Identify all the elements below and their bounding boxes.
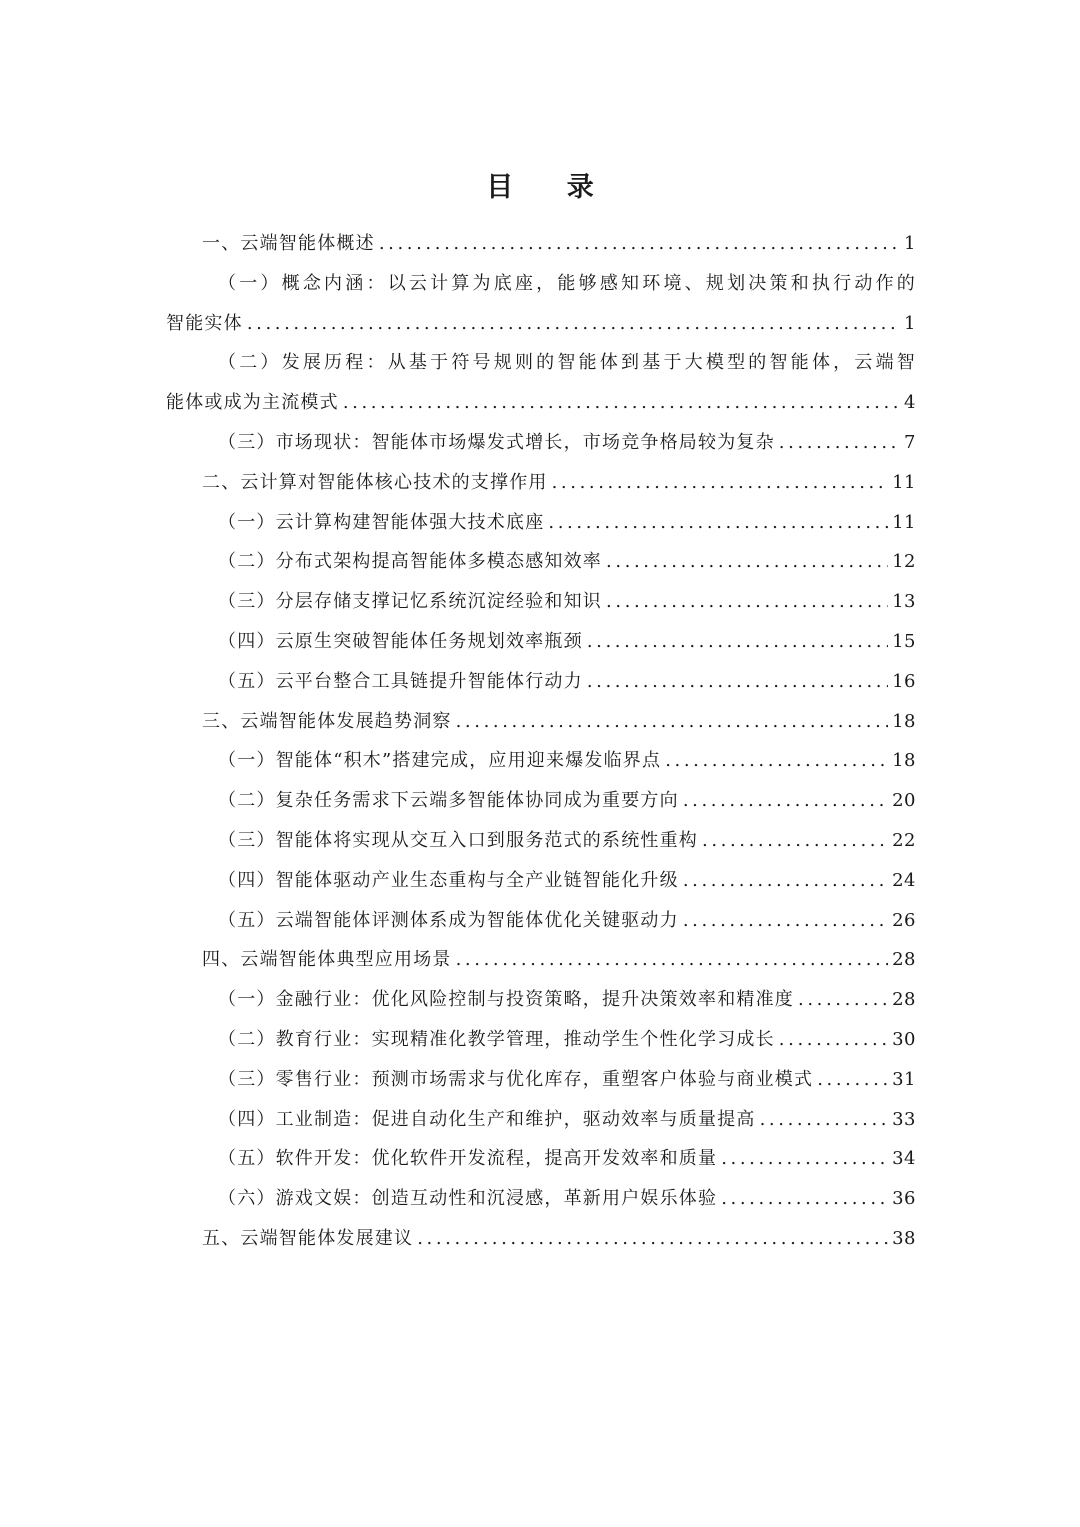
toc-entry-title: 一、云端智能体概述 — [202, 233, 375, 254]
toc-page-number: 26 — [892, 909, 916, 931]
toc-page-number: 28 — [892, 989, 916, 1011]
toc-section[interactable] — [166, 741, 916, 781]
toc-section[interactable] — [166, 423, 916, 463]
toc-page-number: 34 — [892, 1148, 916, 1170]
toc-dot-leader — [552, 463, 888, 503]
toc-section[interactable] — [166, 1100, 916, 1140]
toc-dot-leader — [760, 1100, 888, 1140]
toc-entry-title: （三）市场现状：智能体市场爆发式增长，市场竞争格局较为复杂 — [218, 431, 775, 453]
toc-entry-title: （五）软件开发：优化软件开发流程，提高开发效率和质量 — [218, 1148, 718, 1170]
toc-dot-leader — [417, 1219, 888, 1259]
toc-section[interactable] — [166, 781, 916, 821]
toc-dot-leader — [606, 582, 888, 622]
toc-page-number: 13 — [892, 591, 916, 613]
toc-entry-title: （二）发展历程：从基于符号规则的智能体到基于大模型的智能体，云端智 — [218, 352, 916, 374]
toc-section[interactable] — [166, 1020, 916, 1060]
toc-dot-leader — [721, 1179, 888, 1219]
toc-entry-title: 能体或成为主流模式 — [166, 392, 339, 414]
toc-dot-leader — [665, 741, 888, 781]
toc-page-number: 36 — [892, 1188, 916, 1210]
toc-entry-title: 五、云端智能体发展建议 — [202, 1227, 414, 1249]
toc-dot-leader — [548, 503, 888, 543]
toc-entry-title: （一）金融行业：优化风险控制与投资策略，提升决策效率和精准度 — [218, 989, 794, 1011]
toc-entry-continuation[interactable] — [166, 383, 916, 423]
toc-dot-leader — [606, 542, 888, 582]
toc-dot-leader — [702, 821, 888, 861]
toc-entry-title: （五）云平台整合工具链提升智能体行动力 — [218, 670, 583, 692]
toc-page-number: 38 — [892, 1227, 916, 1249]
toc-dot-leader — [721, 1139, 888, 1179]
toc-page-number: 18 — [892, 750, 916, 772]
toc-page-number: 16 — [892, 670, 916, 692]
toc-entry-title: （四）工业制造：促进自动化生产和维护，驱动效率与质量提高 — [218, 1108, 756, 1130]
toc-page-number: 20 — [892, 790, 916, 812]
toc-page-number: 18 — [892, 710, 916, 732]
toc-dot-leader — [779, 1020, 888, 1060]
toc-section[interactable] — [166, 1139, 916, 1179]
toc-page-number: 31 — [892, 1068, 916, 1090]
toc-dot-leader — [683, 861, 888, 901]
toc-entry-title: （二）分布式架构提高智能体多模态感知效率 — [218, 551, 602, 573]
toc-chapter[interactable] — [166, 1219, 916, 1259]
toc-section[interactable] — [166, 503, 916, 543]
toc-dot-leader — [456, 940, 888, 980]
toc-entry-continuation[interactable] — [166, 304, 916, 344]
toc-entry-title: （一）概念内涵：以云计算为底座，能够感知环境、规划决策和执行动作的 — [218, 272, 916, 294]
toc-dot-leader — [798, 980, 888, 1020]
toc-chapter[interactable] — [166, 702, 916, 742]
toc-section[interactable] — [166, 582, 916, 622]
toc-page-number: 1 — [904, 233, 916, 254]
toc-section[interactable] — [166, 1060, 916, 1100]
toc-section[interactable] — [166, 542, 916, 582]
toc-entry-title: 智能实体 — [166, 312, 243, 334]
toc-section[interactable] — [166, 901, 916, 941]
page-title: 目 录 — [486, 172, 616, 203]
toc-page-number: 30 — [892, 1028, 916, 1050]
toc-entry-title: （三）智能体将实现从交互入口到服务范式的系统性重构 — [218, 829, 698, 851]
toc-dot-leader — [456, 702, 888, 742]
toc-entry-title: （二）教育行业：实现精准化教学管理，推动学生个性化学习成长 — [218, 1028, 775, 1050]
toc-dot-leader — [343, 383, 900, 423]
toc-entry-title: （二）复杂任务需求下云端多智能体协同成为重要方向 — [218, 790, 679, 812]
toc-chapter[interactable] — [166, 224, 916, 264]
toc-entry-title: （四）智能体驱动产业生态重构与全产业链智能化升级 — [218, 869, 679, 891]
toc-section[interactable] — [166, 622, 916, 662]
toc-dot-leader — [379, 224, 900, 264]
toc-dot-leader — [683, 781, 888, 821]
toc-page-number: 4 — [904, 392, 916, 414]
toc-page-number: 22 — [892, 829, 916, 851]
toc-section[interactable] — [166, 662, 916, 702]
toc-page-number: 15 — [892, 630, 916, 652]
toc-page-number: 11 — [892, 471, 916, 493]
toc-entry-title: （四）云原生突破智能体任务规划效率瓶颈 — [218, 630, 583, 652]
toc-entry-title: （三）分层存储支撑记忆系统沉淀经验和知识 — [218, 591, 602, 613]
toc-entry-title: （一）智能体“积木”搭建完成，应用迎来爆发临界点 — [218, 750, 662, 772]
toc-page-number: 33 — [892, 1108, 916, 1130]
toc-dot-leader — [247, 304, 900, 344]
table-of-contents — [166, 224, 916, 1259]
toc-entry-line[interactable] — [166, 264, 916, 304]
toc-entry-title: 四、云端智能体典型应用场景 — [202, 949, 452, 971]
toc-entry-title: 二、云计算对智能体核心技术的支撑作用 — [202, 471, 548, 493]
toc-dot-leader — [779, 423, 900, 463]
toc-section[interactable] — [166, 861, 916, 901]
toc-page-number: 11 — [892, 511, 916, 533]
toc-entry-title: 三、云端智能体发展趋势洞察 — [202, 710, 452, 732]
toc-page-number: 12 — [892, 551, 916, 573]
toc-page-number: 7 — [904, 431, 916, 453]
toc-page-number: 28 — [892, 949, 916, 971]
toc-entry-title: （一）云计算构建智能体强大技术底座 — [218, 511, 545, 533]
toc-dot-leader — [587, 622, 888, 662]
toc-dot-leader — [817, 1060, 888, 1100]
toc-chapter[interactable] — [166, 463, 916, 503]
toc-page-number: 1 — [904, 312, 916, 334]
toc-page-number: 24 — [892, 869, 916, 891]
toc-entry-title: （六）游戏文娱：创造互动性和沉浸感，革新用户娱乐体验 — [218, 1188, 718, 1210]
toc-entry-title: （三）零售行业：预测市场需求与优化库存，重塑客户体验与商业模式 — [218, 1068, 814, 1090]
toc-section[interactable] — [166, 980, 916, 1020]
toc-section[interactable] — [166, 1179, 916, 1219]
toc-section[interactable] — [166, 821, 916, 861]
toc-entry-title: （五）云端智能体评测体系成为智能体优化关键驱动力 — [218, 909, 679, 931]
toc-dot-leader — [683, 901, 888, 941]
toc-entry-line[interactable] — [166, 343, 916, 383]
toc-chapter[interactable] — [166, 940, 916, 980]
toc-dot-leader — [587, 662, 888, 702]
